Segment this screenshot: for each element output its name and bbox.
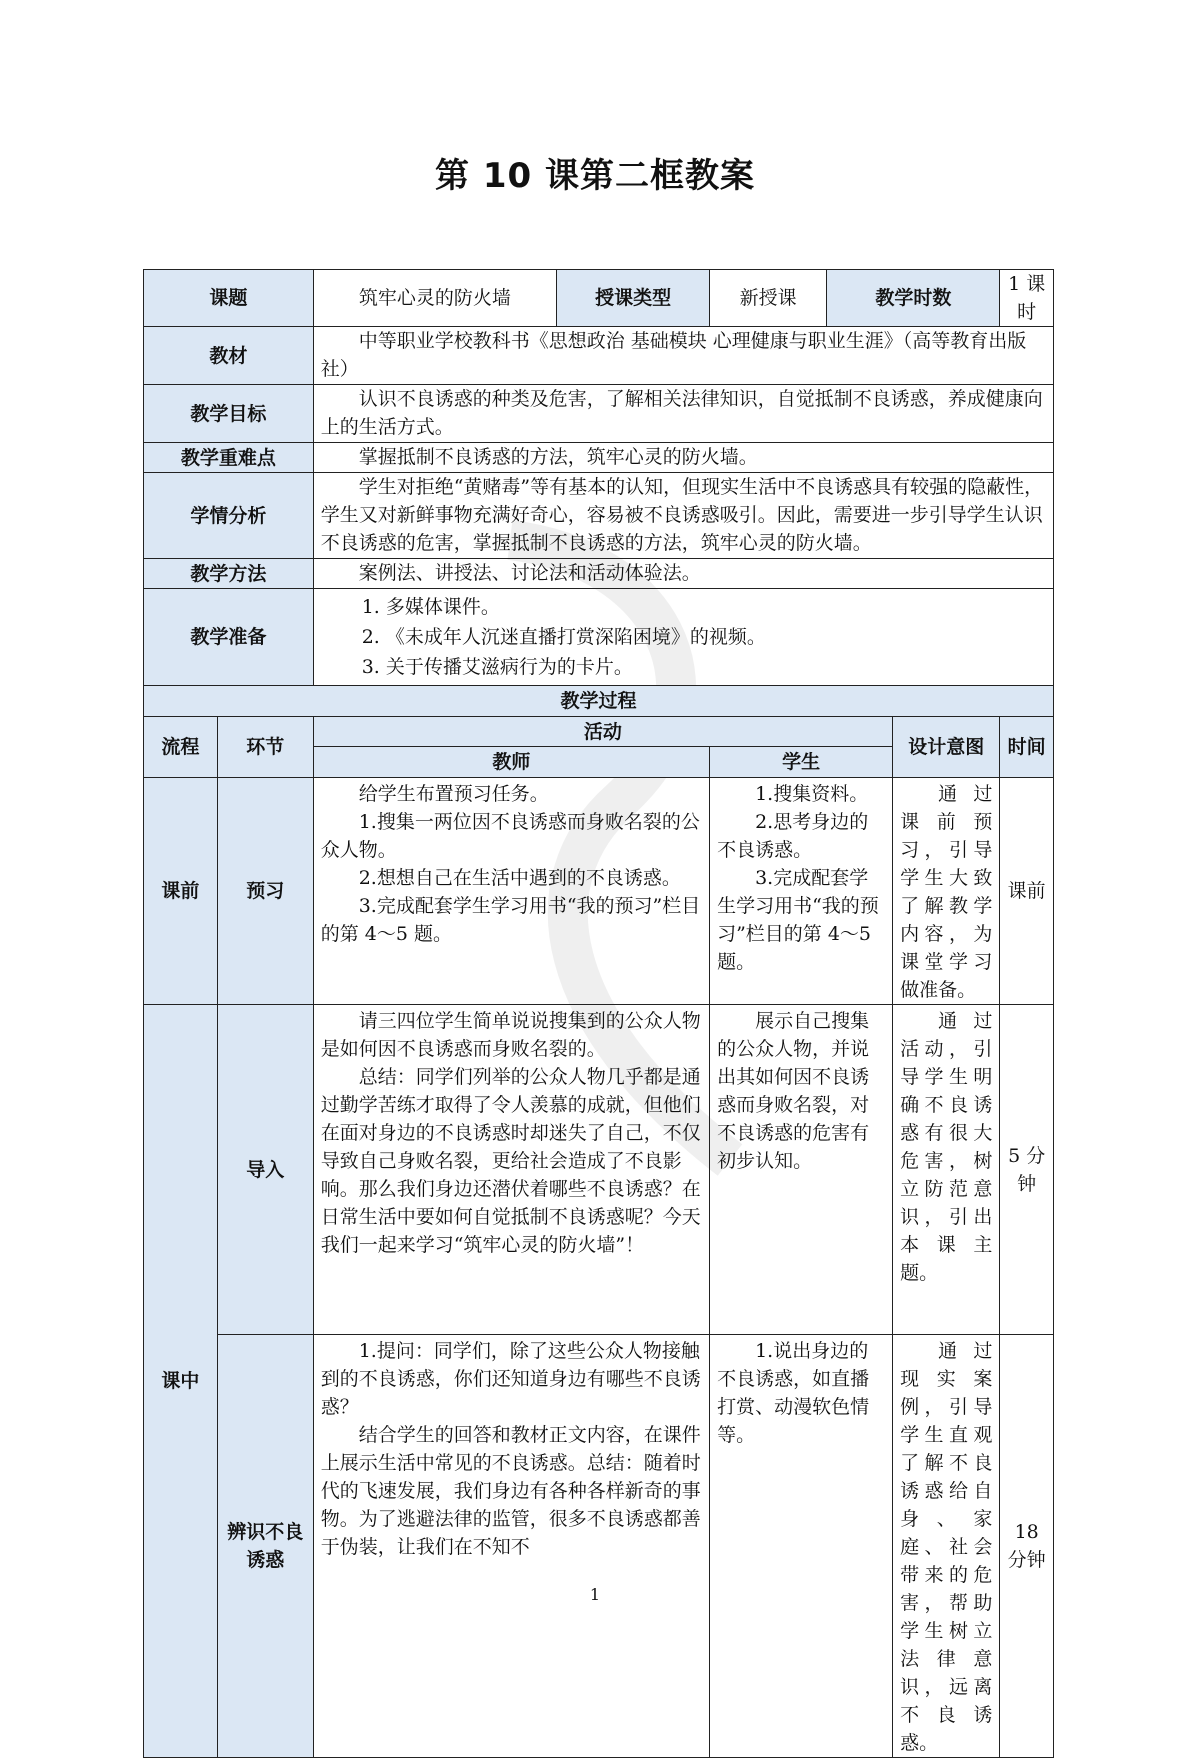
teacher-paragraph: 2.想想自己在生活中遇到的不良诱惑。 <box>358 867 681 889</box>
teacher-paragraph: 总结：同学们列举的公众人物几乎都是通过勤学苦练才取得了令人羡慕的成就，但他们在面对身边的不良诱惑时却迷失了自己，不仅导致自己身败名裂，更给社会造成了不良影响。那么我们身边还潜伏着哪些不良诱惑？在日常生活中要如何自觉抵制不良诱惑呢？今天我们一起来学习“筑牢心灵的防火墙”！ <box>320 1066 701 1256</box>
teacher-cell <box>313 1335 709 1758</box>
method-label: 教学方法 <box>144 559 314 589</box>
page-number: 1 <box>589 1585 601 1604</box>
time-cell: 18 分钟 <box>1000 1335 1054 1758</box>
col-flow-header: 流程 <box>144 717 218 778</box>
type-value: 新授课 <box>710 270 827 327</box>
topic-value: 筑牢心灵的防火墙 <box>313 270 556 327</box>
hours-value: 1 课时 <box>1000 270 1054 327</box>
step-cell: 辨识不良诱惑 <box>217 1335 313 1758</box>
col-activity-header: 活动 <box>313 717 892 747</box>
step-cell: 导入 <box>217 1005 313 1335</box>
col-student-header: 学生 <box>710 747 893 778</box>
flow-cell: 课中 <box>144 1005 218 1758</box>
teacher-paragraph: 3.完成配套学生学习用书“我的预习”栏目的第 4～5 题。 <box>320 895 701 945</box>
document-title: 第 10 课第二框教案 <box>435 156 755 196</box>
prep-label: 教学准备 <box>144 589 314 686</box>
student-cell <box>710 1335 893 1758</box>
analysis-label: 学情分析 <box>144 473 314 559</box>
teacher-paragraph: 请三四位学生简单说说搜集到的公众人物是如何因不良诱惑而身败名裂的。 <box>320 1010 701 1060</box>
student-paragraph: 1.搜集资料。 <box>755 783 869 805</box>
col-step-header: 环节 <box>217 717 313 778</box>
topic-label: 课题 <box>144 270 314 327</box>
teacher-cell <box>313 778 709 1005</box>
material-label: 教材 <box>144 327 314 385</box>
process-section-header: 教学过程 <box>144 686 1054 717</box>
method-value: 案例法、讲授法、讨论法和活动体验法。 <box>313 559 1053 589</box>
material-value: 中等职业学校教科书《思想政治 基础模块 心理健康与职业生涯》（高等教育出版社） <box>313 327 1053 385</box>
type-label: 授课类型 <box>557 270 710 327</box>
student-paragraph: 2.思考身边的不良诱惑。 <box>717 811 869 861</box>
prep-item: 3. 关于传播艾滋病行为的卡片。 <box>361 656 633 678</box>
teacher-cell <box>313 1005 709 1335</box>
col-teacher-header: 教师 <box>313 747 709 778</box>
flow-cell: 课前 <box>144 778 218 1005</box>
goal-label: 教学目标 <box>144 385 314 443</box>
student-cell <box>710 778 893 1005</box>
prep-item: 1. 多媒体课件。 <box>361 596 500 618</box>
time-cell: 5 分钟 <box>1000 1005 1054 1335</box>
purpose-cell: 通过课前预习，引导学生大致了解教学内容，为课堂学习做准备。 <box>893 778 1000 1005</box>
purpose-cell: 通过活动，引导学生明确不良诱惑有很大危害，树立防范意识，引出本课主题。 <box>893 1005 1000 1335</box>
col-time-header: 时间 <box>1000 717 1054 778</box>
student-cell <box>710 1005 893 1335</box>
student-paragraph: 1.说出身边的不良诱惑，如直播打赏、动漫软色情等。 <box>717 1340 870 1446</box>
student-paragraph: 3.完成配套学生学习用书“我的预习”栏目的第 4～5 题。 <box>717 867 879 973</box>
key-label: 教学重难点 <box>144 443 314 473</box>
teacher-paragraph: 1.搜集一两位因不良诱惑而身败名裂的公众人物。 <box>320 811 700 861</box>
analysis-value: 学生对拒绝“黄赌毒”等有基本的认知，但现实生活中不良诱惑具有较强的隐蔽性，学生又对新鲜事物充满好奇心，容易被不良诱惑吸引。因此，需要进一步引导学生认识不良诱惑的危害，掌握抵制不良诱惑的方法，筑牢心灵的防火墙。 <box>313 473 1053 559</box>
prep-item: 2. 《未成年人沉迷直播打赏深陷困境》的视频。 <box>361 626 766 648</box>
teacher-paragraph: 结合学生的回答和教材正文内容，在课件上展示生活中常见的不良诱惑。总结：随着时代的飞速发展，我们身边有各种各样新奇的事物。为了逃避法律的监管，很多不良诱惑都善于伪装，让我们在不知不 <box>320 1424 701 1558</box>
teacher-paragraph: 给学生布置预习任务。 <box>358 783 549 805</box>
hours-label: 教学时数 <box>827 270 1000 327</box>
col-purpose-header: 设计意图 <box>893 717 1000 778</box>
goal-value: 认识不良诱惑的种类及危害，了解相关法律知识，自觉抵制不良诱惑，养成健康向上的生活方式。 <box>313 385 1053 443</box>
key-value: 掌握抵制不良诱惑的方法，筑牢心灵的防火墙。 <box>313 443 1053 473</box>
purpose-cell: 通过现实案例，引导学生直观了解不良诱惑给自身、家庭、社会带来的危害，帮助学生树立法律意识，远离不良诱惑。 <box>893 1335 1000 1758</box>
step-cell: 预习 <box>217 778 313 1005</box>
student-paragraph: 展示自己搜集的公众人物，并说出其如何因不良诱惑而身败名裂，对不良诱惑的危害有初步认知。 <box>717 1010 870 1172</box>
teacher-paragraph: 1.提问：同学们，除了这些公众人物接触到的不良诱惑，你们还知道身边有哪些不良诱惑？ <box>320 1340 701 1418</box>
lesson-plan-table <box>143 269 1054 1758</box>
time-cell: 课前 <box>1000 778 1054 1005</box>
prep-list <box>313 589 1053 686</box>
